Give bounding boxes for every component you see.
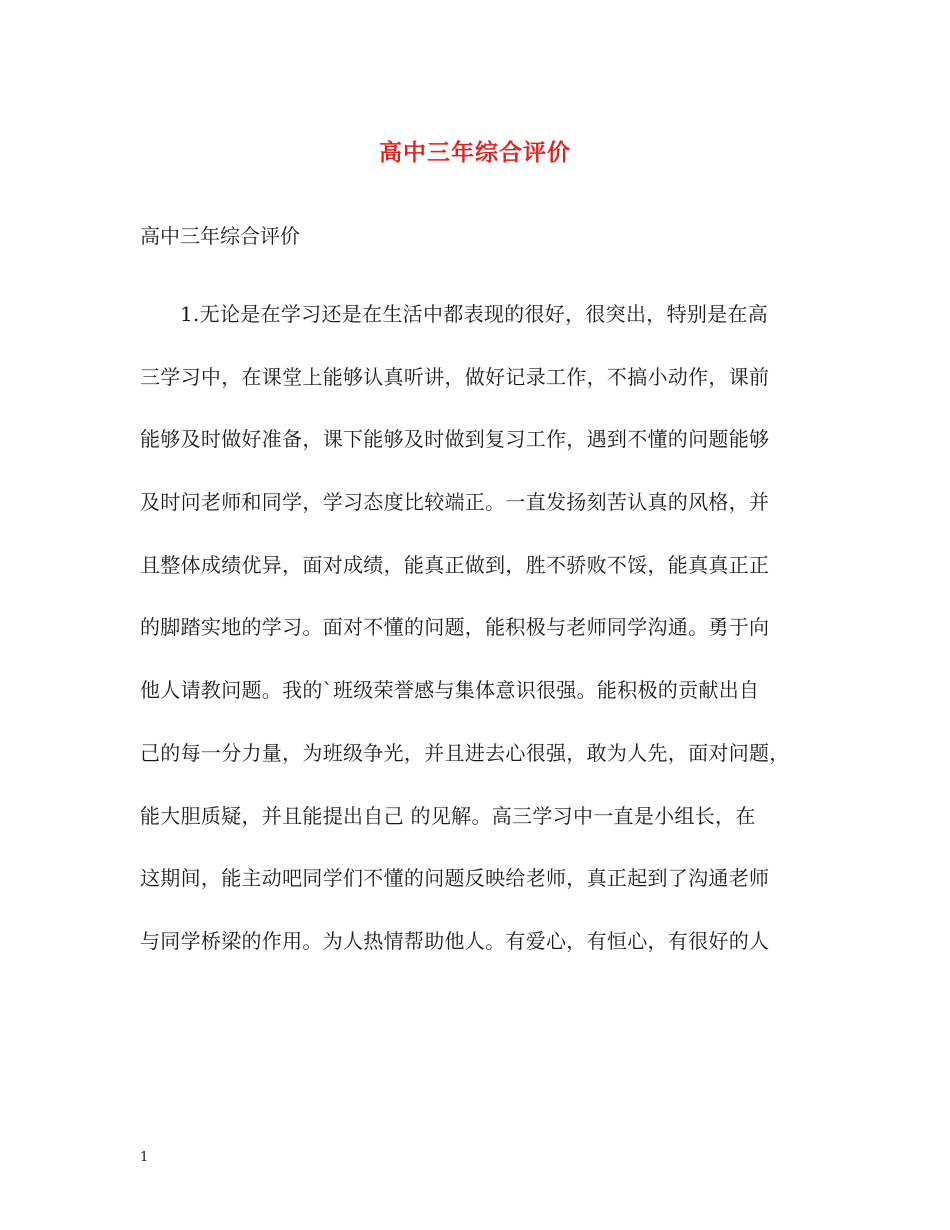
document-title: 高中三年综合评价 bbox=[379, 139, 571, 166]
text-line: 及时问老师和同学，学习态度比较端正。一直发扬刻苦认真的风格，并 bbox=[140, 490, 770, 515]
text-line: 的脚踏实地的学习。面对不懂的问题，能积极与老师同学沟通。勇于向 bbox=[140, 615, 770, 640]
text-line: 这期间，能主动吧同学们不懂的问题反映给老师，真正起到了沟通老师 bbox=[140, 866, 770, 891]
text-line: 与同学桥梁的作用。为人热情帮助他人。有爱心，有恒心，有很好的人 bbox=[140, 928, 770, 953]
page-number: 1 bbox=[140, 1150, 149, 1165]
text-line: 1.无论是在学习还是在生活中都表现的很好，很突出，特别是在高 bbox=[180, 302, 769, 326]
text-line: 能够及时做好准备，课下能够及时做到复习工作，遇到不懂的问题能够 bbox=[140, 427, 770, 452]
text-line: 他人请教问题。我的`班级荣誉感与集体意识很强。能积极的贡献出自 bbox=[140, 678, 760, 703]
document-subtitle: 高中三年综合评价 bbox=[140, 224, 300, 248]
text-line: 且整体成绩优异，面对成绩，能真正做到，胜不骄败不馁，能真真正正 bbox=[140, 552, 770, 577]
text-line: 己的每一分力量，为班级争光，并且进去心很强，敢为人先，面对问题， bbox=[140, 740, 790, 765]
text-line: 能大胆质疑，并且能提出自己 的见解。高三学习中一直是小组长，在 bbox=[140, 803, 756, 828]
text-line: 三学习中，在课堂上能够认真听讲，做好记录工作，不搞小动作，课前 bbox=[140, 364, 770, 389]
body-text bbox=[140, 300, 830, 990]
